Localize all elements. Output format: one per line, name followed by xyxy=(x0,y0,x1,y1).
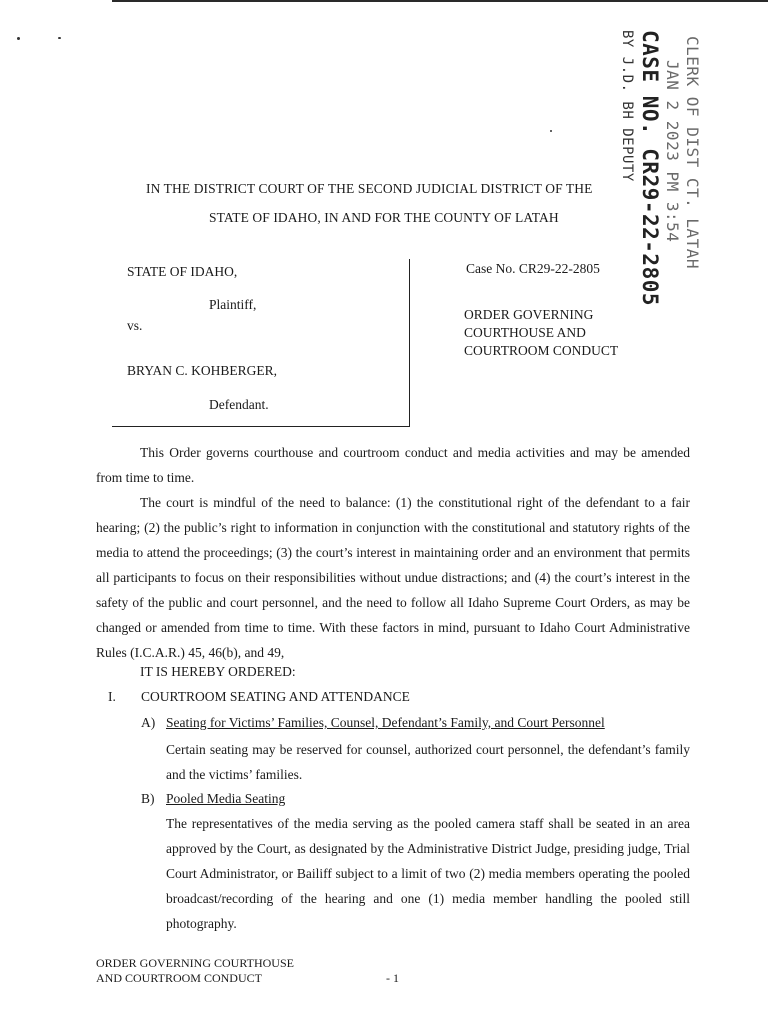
scan-speck xyxy=(550,130,552,132)
footer-title-line-2: AND COURTROOM CONDUCT xyxy=(96,971,262,985)
section-number: I. xyxy=(108,689,116,704)
page-number: - 1 xyxy=(386,971,399,985)
scan-speck xyxy=(17,37,20,40)
subsection-b-title: Pooled Media Seating xyxy=(166,791,286,806)
caption-horizontal-rule xyxy=(112,426,410,427)
top-edge-rule xyxy=(112,0,768,2)
caption-vertical-rule xyxy=(409,259,410,427)
subsection-a-text: Certain seating may be reserved for counsel, authorized court personnel, the defendant’s family and the victims’ families. xyxy=(166,742,690,782)
defendant-name: BRYAN C. KOHBERGER, xyxy=(127,363,278,378)
document-title-line-3: COURTROOM CONDUCT xyxy=(464,343,619,358)
document-title-line-2: COURTHOUSE AND xyxy=(464,325,586,340)
document-title-line-1: ORDER GOVERNING xyxy=(464,307,594,322)
section-title: COURTROOM SEATING AND ATTENDANCE xyxy=(141,689,410,704)
case-number: Case No. CR29-22-2805 xyxy=(466,261,600,276)
stamp-case-line: CASE NO. CR29-22-2805 xyxy=(638,30,662,307)
paragraph-intro: This Order governs courthouse and courtroom conduct and media activities and may be amended from time to time. xyxy=(96,445,690,485)
subsection-a-title: Seating for Victims’ Families, Counsel, Defendant’s Family, and Court Personnel xyxy=(166,715,605,730)
subsection-a-label: A) xyxy=(141,715,156,730)
subsection-b-label: B) xyxy=(141,791,155,806)
court-title-line-1: IN THE DISTRICT COURT OF THE SECOND JUDICIAL DISTRICT OF THE xyxy=(146,181,593,196)
hereby-ordered: IT IS HEREBY ORDERED: xyxy=(140,664,296,679)
scan-speck xyxy=(58,37,61,39)
stamp-deputy-line: BY J.D. BH DEPUTY xyxy=(619,30,635,182)
paragraph-balance: The court is mindful of the need to balance: (1) the constitutional right of the defendant to a fair hearing; (2) the public’s right to information in conjunction with the constitutional and statutory rights of the media to attend the proceedings; (3) the court’s interest in maintaining order and an environment that permits all participants to focus on their responsibilities without undue distractions; and (4) the court’s interest in the safety of the public and court personnel, and the need to follow all Idaho Supreme Court Orders, as may be changed or amended from time to time. With these factors in mind, pursuant to Idaho Court Administrative Rules (I.C.A.R.) 45, 46(b), and 49, xyxy=(96,495,690,660)
stamp-clerk-line: CLERK OF DIST CT. LATAH xyxy=(683,36,702,270)
court-title-line-2: STATE OF IDAHO, IN AND FOR THE COUNTY OF LATAH xyxy=(209,210,559,225)
defendant-role: Defendant. xyxy=(209,397,269,412)
plaintiff-role: Plaintiff, xyxy=(209,297,257,312)
versus-label: vs. xyxy=(127,318,143,333)
plaintiff-name: STATE OF IDAHO, xyxy=(127,264,238,279)
footer-title-line-1: ORDER GOVERNING COURTHOUSE xyxy=(96,956,294,970)
stamp-date-line: JAN 2 2023 PM 3:54 xyxy=(663,60,682,243)
subsection-b-text: The representatives of the media serving as the pooled camera staff shall be seated in an area approved by the Court, as designated by the Administrative District Judge, presiding judge, Trial Court Administrator, or Bailiff subject to a limit of two (2) media members operating the pooled broadcast/recording of the hearing and one (1) media member handling the pooled still photography. xyxy=(166,816,690,931)
